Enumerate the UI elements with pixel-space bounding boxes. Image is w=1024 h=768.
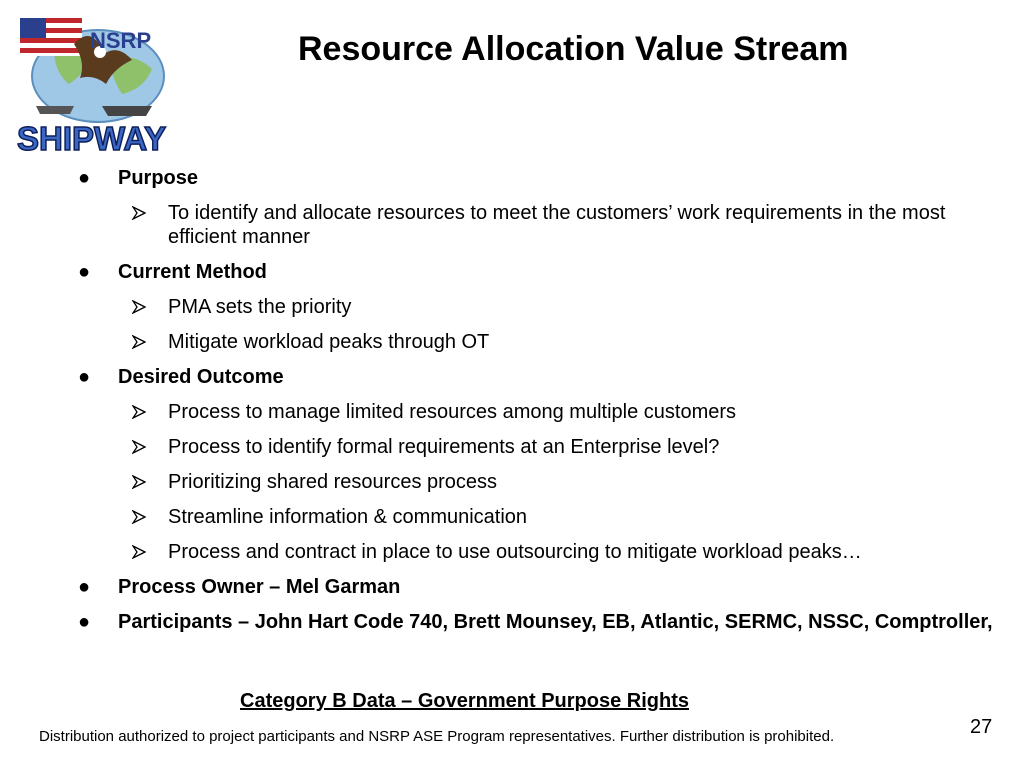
bullet-heading-text: Purpose	[118, 167, 199, 189]
sub-bullet-text: Mitigate workload peaks through OT	[168, 331, 490, 353]
arrow-bullet-icon	[132, 300, 146, 314]
arrow-bullet-icon	[132, 405, 146, 419]
sub-bullet-item	[76, 330, 1016, 354]
bullet-heading-text: Process Owner – Mel Garman	[118, 576, 401, 598]
svg-text:NSRP: NSRP	[90, 28, 152, 53]
category-label: Category B Data – Government Purpose Rights	[240, 690, 689, 712]
sub-bullet-item	[76, 505, 1016, 529]
arrow-bullet-icon	[132, 510, 146, 524]
sub-bullet-item	[76, 540, 1016, 564]
sub-bullet-text: Process to manage limited resources among multiple customers	[168, 401, 737, 423]
sub-bullet-item	[76, 435, 1016, 459]
bullet-heading	[76, 610, 1016, 634]
arrow-bullet-icon	[132, 206, 146, 220]
bullet-heading	[76, 575, 1016, 599]
nsrp-shipway-logo	[14, 14, 172, 160]
svg-text:SHIPWAY: SHIPWAY	[17, 120, 167, 157]
sub-bullet-item	[76, 400, 1016, 424]
arrow-bullet-icon	[132, 475, 146, 489]
sub-bullet-text: Streamline information & communication	[168, 506, 528, 528]
bullet-dot-icon: ●	[78, 611, 91, 633]
bullet-heading	[76, 260, 1016, 284]
bullet-dot-icon: ●	[78, 366, 91, 388]
sub-bullet-text: To identify and allocate resources to meet the customers’ work requirements in the most efficient manner	[168, 202, 946, 248]
bullet-heading	[76, 166, 1016, 190]
arrow-bullet-icon	[132, 335, 146, 349]
page-number: 27	[970, 716, 993, 738]
sub-bullet-text: Prioritizing shared resources process	[168, 471, 498, 493]
bullet-heading	[76, 365, 1016, 389]
bullet-list	[76, 166, 1016, 634]
bullet-dot-icon: ●	[78, 261, 91, 283]
sub-bullet-text: Process to identify formal requirements at an Enterprise level?	[168, 436, 720, 458]
bullet-heading-text: Desired Outcome	[118, 366, 284, 388]
sub-bullet-text: Process and contract in place to use outsourcing to mitigate workload peaks…	[168, 541, 862, 563]
distribution-statement: Distribution authorized to project participants and NSRP ASE Program representatives. Further distribution is prohibited.	[39, 728, 835, 745]
arrow-bullet-icon	[132, 440, 146, 454]
sub-bullet-item	[76, 470, 1016, 494]
bullet-dot-icon: ●	[78, 167, 91, 189]
arrow-bullet-icon	[132, 545, 146, 559]
bullet-heading-text: Participants – John Hart Code 740, Brett Mounsey, EB, Atlantic, SERMC, NSSC, Comptroller,	[118, 611, 993, 633]
sub-bullet-item	[76, 201, 1016, 249]
slide-title: Resource Allocation Value Stream	[298, 30, 849, 68]
sub-bullet-item	[76, 295, 1016, 319]
bullet-heading-text: Current Method	[118, 261, 267, 283]
sub-bullet-text: PMA sets the priority	[168, 296, 352, 318]
bullet-dot-icon: ●	[78, 576, 91, 598]
